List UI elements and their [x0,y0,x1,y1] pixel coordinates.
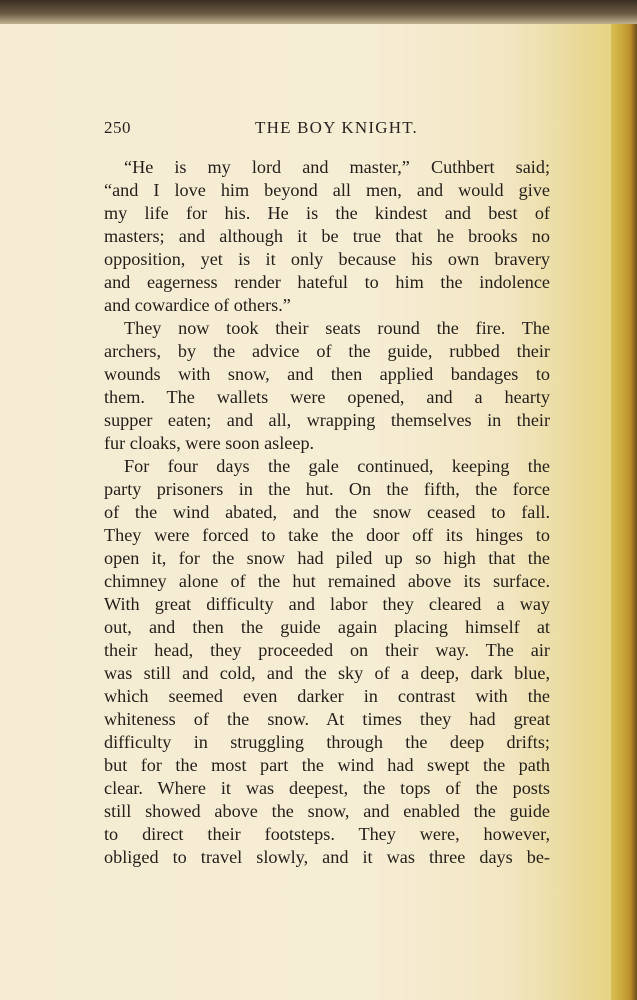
text-line: obliged to travel slowly, and it was three days be- [104,847,550,867]
text-line: of the wind abated, and the snow ceased to fall. [104,502,550,522]
text-line: was still and cold, and the sky of a deep, dark blue, [104,663,550,683]
text-line: wounds with snow, and then applied bandages to [104,364,550,384]
text-line: For four days the gale continued, keeping the [124,456,550,476]
running-title: THE BOY KNIGHT. [255,118,418,137]
text-line: chimney alone of the hut remained above its surface. [104,571,550,591]
text-line: With great difficulty and labor they cleared a way [104,594,550,614]
text-line: clear. Where it was deepest, the tops of the posts [104,778,550,798]
text-line: to direct their footsteps. They were, however, [104,824,550,844]
text-line: and cowardice of others.” [104,295,291,315]
text-line: “He is my lord and master,” Cuthbert said; [124,157,550,177]
page-number: 250 [104,118,131,137]
text-line: and eagerness render hateful to him the indolence [104,272,550,292]
text-line: opposition, yet is it only because his own bravery [104,249,550,269]
text-line: “and I love him beyond all men, and would give [104,180,550,200]
text-line: their head, they proceeded on their way. The air [104,640,550,660]
text-line: fur cloaks, were soon asleep. [104,433,315,453]
text-line: my life for his. He is the kindest and best of [104,203,550,223]
text-line: which seemed even darker in contrast with the [104,686,550,706]
text-line: still showed above the snow, and enabled the guide [104,801,550,821]
text-line: whiteness of the snow. At times they had great [104,709,550,729]
text-line: supper eaten; and all, wrapping themselves in their [104,410,550,430]
text-line: masters; and although it be true that he brooks no [104,226,550,246]
text-line: them. The wallets were opened, and a hearty [104,387,550,407]
text-line: They were forced to take the door off its hinges to [104,525,550,545]
text-line: open it, for the snow had piled up so high that the [104,548,550,568]
text-line: difficulty in struggling through the deep drifts; [104,732,550,752]
page-header [104,118,549,140]
text-line: party prisoners in the hut. On the fifth, the force [104,479,550,499]
text-line: They now took their seats round the fire. The [124,318,550,338]
body-text [104,156,550,869]
text-line: but for the most part the wind had swept the path [104,755,550,775]
text-line: archers, by the advice of the guide, rubbed their [104,341,550,361]
text-line: out, and then the guide again placing himself at [104,617,550,637]
bleed-through-marks [620,640,630,920]
